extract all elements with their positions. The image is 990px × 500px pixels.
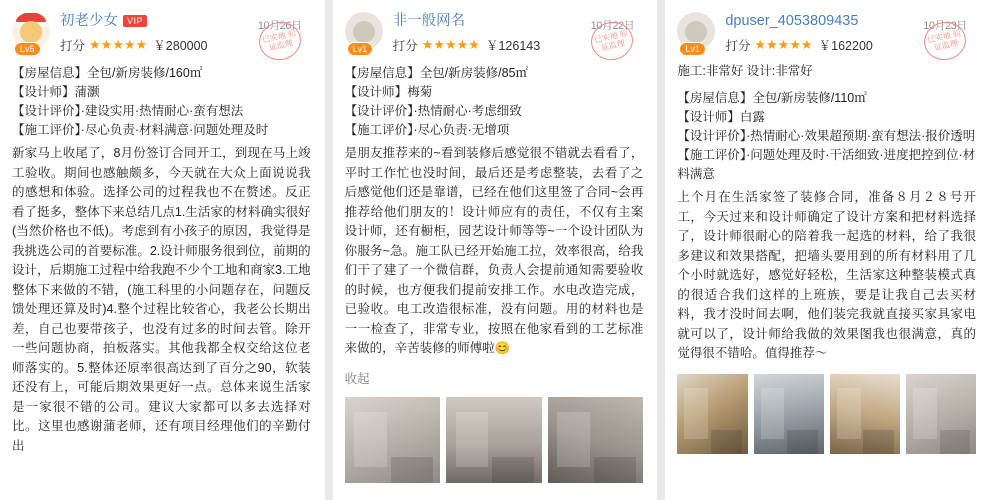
meta-value: ·热情耐心·考虑细致 — [413, 104, 522, 118]
meta-item — [345, 102, 644, 121]
thumbnail-image[interactable] — [830, 374, 900, 454]
username[interactable]: dpuser_4053809435 — [725, 13, 859, 29]
header-text-block — [393, 12, 644, 54]
username-row — [60, 12, 311, 30]
meta-key: 【设计师】 — [677, 110, 740, 124]
review-body: 是朋友推荐来的~看到装修后感觉很不错就去看看了，平时工作忙也没时间，最后还是考虑整装，去看了之后感觉他们还是靠谱，已经在他们这里签了合同~会再推荐给他们朋友的！设计师应有的责任，不仅有主案设计师，还有橱柜，园艺设计师等等~一个设计团队为你服务~急。施工队已经开始施工拉，效率很高，给我们干了建了一个微信群，负责人会提前通知需要验收的时候，也方便我们提前安排工作。水电改造完成，已验收。电工改造很标准，没有问题。用的材料也是一一检查了，非常专业，按照在他家看到的工艺标准来做的，辛苦装修的师傅啦😊 — [344, 146, 644, 355]
meta-value: 全包/新房装修/85㎡ — [419, 66, 529, 80]
meta-key: 【施工评价】 — [344, 123, 414, 137]
meta-item — [12, 121, 311, 140]
meta-key: 【房屋信息】 — [677, 91, 753, 105]
meta-item — [345, 83, 644, 102]
review-card[interactable] — [333, 0, 658, 500]
review-card[interactable] — [665, 0, 990, 500]
meta-key: 【施工评价】 — [677, 148, 747, 162]
meta-key: 【施工评价】 — [12, 123, 81, 137]
meta-item — [12, 83, 311, 102]
meta-value: ·热情耐心·效果超预期·蛮有想法·报价透明 — [746, 129, 976, 143]
vip-badge: VIP — [123, 15, 147, 27]
price-amount: ￥280000 — [153, 39, 208, 53]
thumbnail-image[interactable] — [548, 397, 644, 483]
card-header — [345, 12, 644, 56]
meta-item — [345, 121, 644, 140]
card-header — [677, 12, 976, 56]
level-badge: Lv1 — [347, 42, 374, 56]
seal-icon: 已实地 验证监理 — [588, 18, 637, 64]
meta-item — [345, 64, 644, 83]
rating-row — [393, 36, 644, 54]
sub-rating-note: 施工:非常好 设计:非常好 — [677, 64, 813, 78]
meta-value: 蒲灏 — [74, 85, 100, 99]
post-date: 10月22日 — [590, 20, 635, 32]
meta-item — [677, 89, 976, 108]
thumbnail-image[interactable] — [677, 374, 747, 454]
review-card[interactable] — [0, 0, 325, 500]
meta-value: 全包/新房装修/110㎡ — [752, 91, 867, 105]
meta-key: 【设计评价】 — [344, 104, 414, 118]
meta-value: 全包/新房装修/160㎡ — [87, 66, 203, 80]
star-rating-icon: ★★★★★ — [754, 37, 813, 52]
username-row — [393, 12, 644, 30]
thumbnail-strip — [345, 397, 644, 483]
username-row — [725, 12, 976, 30]
thumbnail-image[interactable] — [754, 374, 824, 454]
meta-list — [345, 64, 644, 140]
meta-item — [12, 102, 311, 121]
face-shape — [353, 21, 375, 43]
meta-key: 【房屋信息】 — [12, 66, 88, 80]
star-rating-icon: ★★★★★ — [89, 37, 148, 52]
meta-item — [677, 127, 976, 146]
header-text-block — [60, 12, 311, 54]
meta-list — [677, 89, 976, 184]
thumbnail-image[interactable] — [906, 374, 976, 454]
price-amount: ￥126143 — [485, 39, 541, 53]
username[interactable]: 初老少女 — [60, 13, 118, 29]
collapse-toggle[interactable]: 收起 — [344, 371, 370, 386]
post-date: 10月23日 — [923, 20, 967, 32]
rating-label: 打分 — [392, 39, 418, 53]
meta-key: 【设计评价】 — [12, 104, 81, 118]
header-text-block — [725, 12, 976, 54]
meta-key: 【设计评价】 — [677, 129, 747, 143]
review-body: 上个月在生活家签了装修合同，准备８月２８号开工，今天过来和设计师确定了设计方案和把材料选择了，设计师很耐心的陪着我一起选的材料，给了我很多建议和效果搭配，把墙头要用到的所有材料用了几个小时就选好，感觉好轻松，生活家这种整装模式真的很适合我们这样的上班族，要是让我自己去买材料，我才没时间去啊，他们装完我就直接买家具家电就可以了，设计师给我做的效果图我也很满意，真的觉得很不错哈。值得推荐～ — [677, 190, 977, 360]
avatar[interactable] — [12, 12, 52, 56]
meta-value: ·尽心负责·材料满意·问题处理及时 — [80, 123, 269, 137]
avatar[interactable] — [677, 12, 717, 56]
username[interactable]: 非一般网名 — [392, 13, 466, 29]
meta-item — [677, 146, 976, 184]
avatar[interactable] — [345, 12, 385, 56]
meta-key: 【设计师】 — [12, 85, 75, 99]
card-header — [12, 12, 311, 56]
meta-value: 梅菊 — [407, 85, 433, 99]
thumbnail-strip — [677, 374, 976, 454]
meta-value: ·尽心负责·无增项 — [413, 123, 510, 137]
meta-value: ·建设实用·热情耐心·蛮有想法 — [80, 104, 244, 118]
meta-list — [12, 64, 311, 140]
rating-row — [60, 36, 311, 54]
review-body: 新家马上收尾了，8月份签订合同开工，到现在马上竣工验收。期间也感触颇多，今天就在大众上面说说我的感想和体验。选择公司的过程我也不在赘述。反正看了挺多，整体下来总结几点1.生活家的材料确实很好(当然价格也不低)。考虑到有小孩子的原因，我觉得是我挑选公司的首要标准。2.设计师服务很到位，前期的设计，后期施工过程中给我跑不少个工地和商家3.工地整体下来做的不错，(施工科里的小问题存在，问题反馈处理还算及时)4.整个过程比较省心，我老公长期出差，自己也要带孩子，也没有过多的时间去管。除开一些问题协商，拍板落实。其他我都全权交给这位老师落实的。5.整体还原率很高达到了百分之90，软装还没有上，可能后期效果更好一点。总体来说生活家是一家很不错的公司。建议大家都可以多去选择对比。这里也感谢蒲老师，还有项目经理他们的辛勤付出 — [12, 146, 311, 453]
face-shape — [20, 21, 42, 43]
thumbnail-image[interactable] — [446, 397, 542, 483]
rating-label: 打分 — [60, 39, 86, 53]
meta-item — [12, 64, 311, 83]
face-shape — [685, 21, 707, 43]
level-badge: Lv5 — [14, 42, 41, 56]
post-date: 10月26日 — [257, 20, 302, 32]
price-amount: ￥162200 — [818, 39, 873, 53]
meta-item — [677, 108, 976, 127]
meta-key: 【房屋信息】 — [344, 66, 420, 80]
meta-value: ·问题处理及时·干活细致·进度把控到位·材料满意 — [677, 148, 976, 181]
seal-icon: 已实地 验证监理 — [255, 18, 304, 64]
rating-row — [725, 36, 976, 54]
seal-icon: 已实地 验证监理 — [921, 18, 970, 64]
meta-key: 【设计师】 — [344, 85, 408, 99]
level-badge: Lv1 — [679, 42, 706, 56]
rating-label: 打分 — [725, 39, 751, 53]
thumbnail-image[interactable] — [345, 397, 441, 483]
star-rating-icon: ★★★★★ — [421, 37, 480, 52]
meta-value: 白露 — [739, 110, 765, 124]
